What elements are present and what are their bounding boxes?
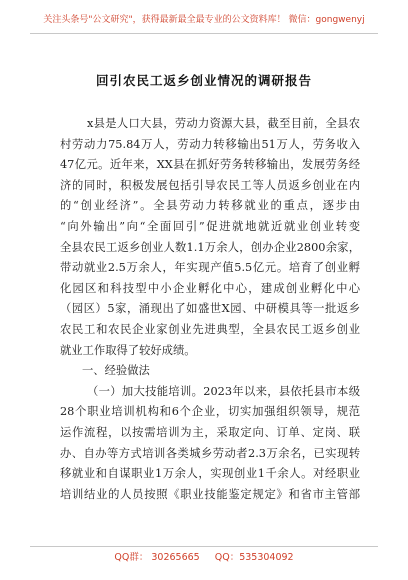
text-line: 全县农民工返乡创业人数1.1万余人，创办企业2800余家， [60,240,360,254]
text-line: 就业工作取得了较好成绩。 [60,343,196,357]
text-line: 济的同时，积极发展包括引导农民工等人员返乡创业在内 [60,178,360,192]
paragraph-2 [60,382,360,506]
qq-contact: QQ：535304092 [214,552,294,563]
text-line: 村劳动力75.84万人，劳动力转移输出51万人，劳务收入 [60,137,360,151]
text-line: （园区）5家，涌现出了如盛世X园、中研模具等一批返乡 [60,302,360,316]
text-line: 47亿元。近年来，XX县在抓好劳务转移输出，发展劳务经 [60,158,360,172]
text-line: 28个职业培训机构和6个企业，切实加强组织领导，规范 [60,405,360,419]
footer-divider [30,546,378,547]
text-line: 农民工和农民企业家创业先进典型，全县农民工返乡创业 [60,322,360,336]
section-heading: 一、经验做法 [82,364,150,378]
text-line: （一）加大技能培训。2023年以来，县依托县市本级 [87,384,360,398]
header-note: 关注头条号"公文研究"，获得最新最全最专业的公文资料库！ 微信：gongwenyj [43,15,365,25]
document-title: 回引农民工返乡创业情况的调研报告 [95,73,312,88]
text-line: 运作流程，以按需培训为主，采取定向、订单、定岗、联 [60,425,360,439]
text-line: 培训结业的人员按照《职业技能鉴定规定》和省市主管部 [60,487,360,501]
paragraph-1 [60,114,360,361]
header-divider [30,33,378,34]
footer-note [0,549,408,563]
text-line: 移就业和自谋职业1万余人，实现创业1千余人。对经职业 [60,467,360,481]
text-line: 办、自办等方式培训各类城乡劳动者2.3万余名，已实现转 [60,446,360,460]
document-body [60,114,360,505]
text-line: x县是人口大县，劳动力资源大县，截至目前，全县农 [87,117,360,130]
text-line: 的“创业经济”。全县劳动力转移就业的重点，逐步由 [60,199,360,213]
text-line: “向外输出”向“全面回引”促进就地就近就业创业转变 [60,219,360,233]
text-line: 化园区和科技型中小企业孵化中心，建成创业孵化中心 [60,281,360,295]
qq-group: QQ群： 30265665 [114,552,200,563]
text-line: 带动就业2.5万余人，年实现产值5.5亿元。培育了创业孵 [60,261,360,275]
